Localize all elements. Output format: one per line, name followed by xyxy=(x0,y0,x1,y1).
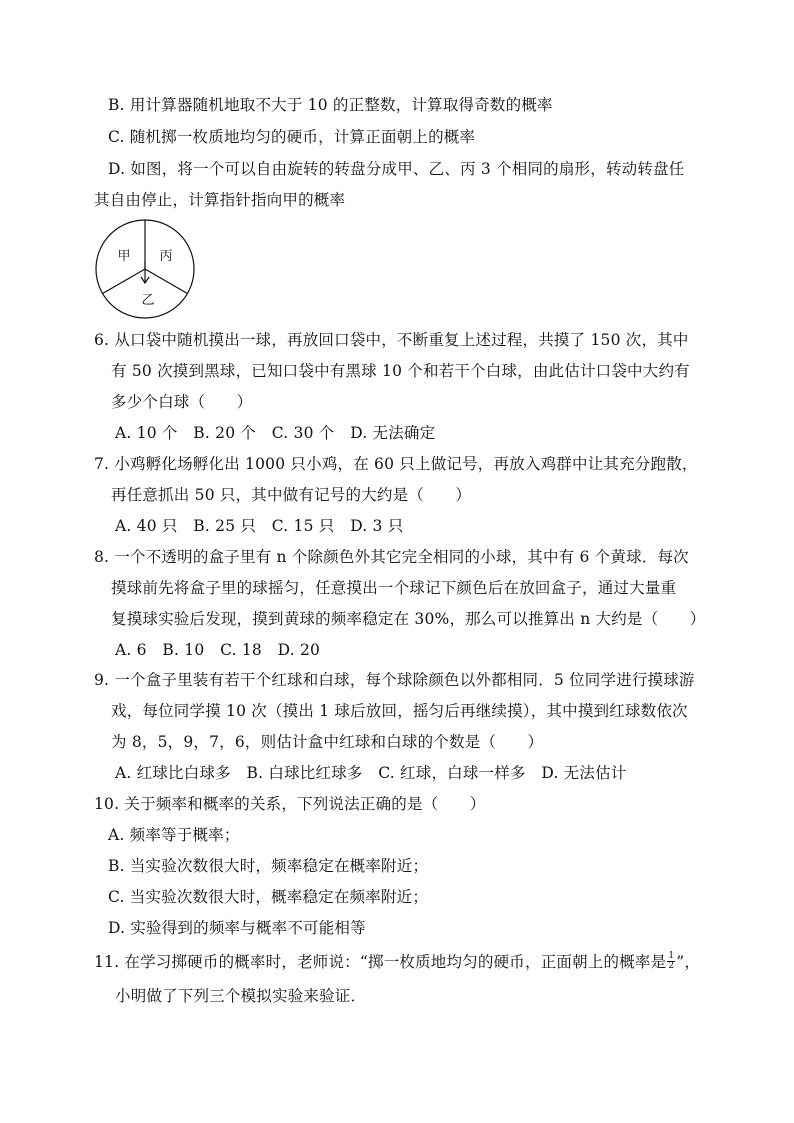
q5-option-d-line2: 其自由停止，计算指针指向甲的概率 xyxy=(94,191,346,209)
q6-line2: 有 50 次摸到黑球，已知口袋中有黑球 10 个和若干个白球，由此估计口袋中大约有 xyxy=(111,362,690,380)
q10-option-d: D. 实验得到的频率与概率不可能相等 xyxy=(108,919,366,937)
divider-left xyxy=(103,269,145,294)
q7-line1: 7. 小鸡孵化场孵化出 1000 只小鸡，在 60 只上做记号，再放入鸡群中让其充分跑散， xyxy=(94,455,698,473)
q5-option-c: C. 随机掷一枚质地均匀的硬币，计算正面朝上的概率 xyxy=(108,128,476,146)
q8-line3: 复摸球实验后发现，摸到黄球的频率稳定在 30%，那么可以推算出 n 大约是（ ） xyxy=(111,610,706,628)
q6-options: A. 10 个 B. 20 个 C. 30 个 D. 无法确定 xyxy=(115,424,436,442)
fraction-one-half xyxy=(667,952,675,971)
q9-line1: 9. 一个盒子里装有若干个红球和白球，每个球除颜色以外都相同．5 位同学进行摸球游 xyxy=(94,671,695,689)
divider-right xyxy=(145,269,187,294)
q10-option-a: A. 频率等于概率； xyxy=(108,826,240,844)
spinner-diagram xyxy=(94,218,196,320)
q9-line3: 为 8，5，9，7，6，则估计盒中红球和白球的个数是（ ） xyxy=(111,733,544,751)
q11-line1-text: 11. 在学习掷硬币的概率时，老师说：“掷一枚质地均匀的硬币，正面朝上的概率是 xyxy=(94,953,667,971)
q9-line2: 戏，每位同学摸 10 次（摸出 1 球后放回，摇匀后再继续摸），其中摸到红球数依次 xyxy=(111,702,688,720)
q6-line3: 多少个白球（ ） xyxy=(111,393,253,411)
q8-line2: 摸球前先将盒子里的球摇匀，任意摸出一个球记下颜色后在放回盒子，通过大量重 xyxy=(111,579,677,597)
q7-line2: 再任意抓出 50 只，其中做有记号的大约是（ ） xyxy=(111,486,472,504)
sector-label-jia: 甲 xyxy=(117,249,131,264)
q10-line1: 10. 关于频率和概率的关系，下列说法正确的是（ ） xyxy=(94,795,486,813)
sector-label-yi: 乙 xyxy=(141,293,155,308)
fraction-denominator: 2 xyxy=(668,960,675,971)
q6-line1: 6. 从口袋中随机摸出一球，再放回口袋中，不断重复上述过程，共摸了 150 次，其中 xyxy=(94,331,689,349)
q10-option-b: B. 当实验次数很大时，频率稳定在概率附近； xyxy=(108,857,429,875)
q8-line1: 8. 一个不透明的盒子里有 n 个除颜色外其它完全相同的小球，其中有 6 个黄球．每次 xyxy=(94,548,689,566)
q11-line2: 小明做了下列三个模拟实验来验证． xyxy=(115,987,367,1005)
q9-options: A. 红球比白球多 B. 白球比红球多 C. 红球，白球一样多 D. 无法估计 xyxy=(115,764,627,782)
q5-option-b: B. 用计算器随机地取不大于 10 的正整数，计算取得奇数的概率 xyxy=(108,96,553,114)
fraction-numerator: 1 xyxy=(668,950,675,961)
q7-options: A. 40 只 B. 25 只 C. 15 只 D. 3 只 xyxy=(115,517,404,535)
q5-option-d-line1: D. 如图，将一个可以自由旋转的转盘分成甲、乙、丙 3 个相同的扇形，转动转盘任 xyxy=(108,160,685,178)
sector-label-bing: 丙 xyxy=(159,249,173,264)
spinner-figure xyxy=(94,218,196,320)
q11-line1 xyxy=(94,952,700,973)
q10-option-c: C. 当实验次数很大时，概率稳定在频率附近； xyxy=(108,888,429,906)
q8-options: A. 6 B. 10 C. 18 D. 20 xyxy=(115,641,321,659)
q11-line1-end: ”， xyxy=(676,953,701,971)
